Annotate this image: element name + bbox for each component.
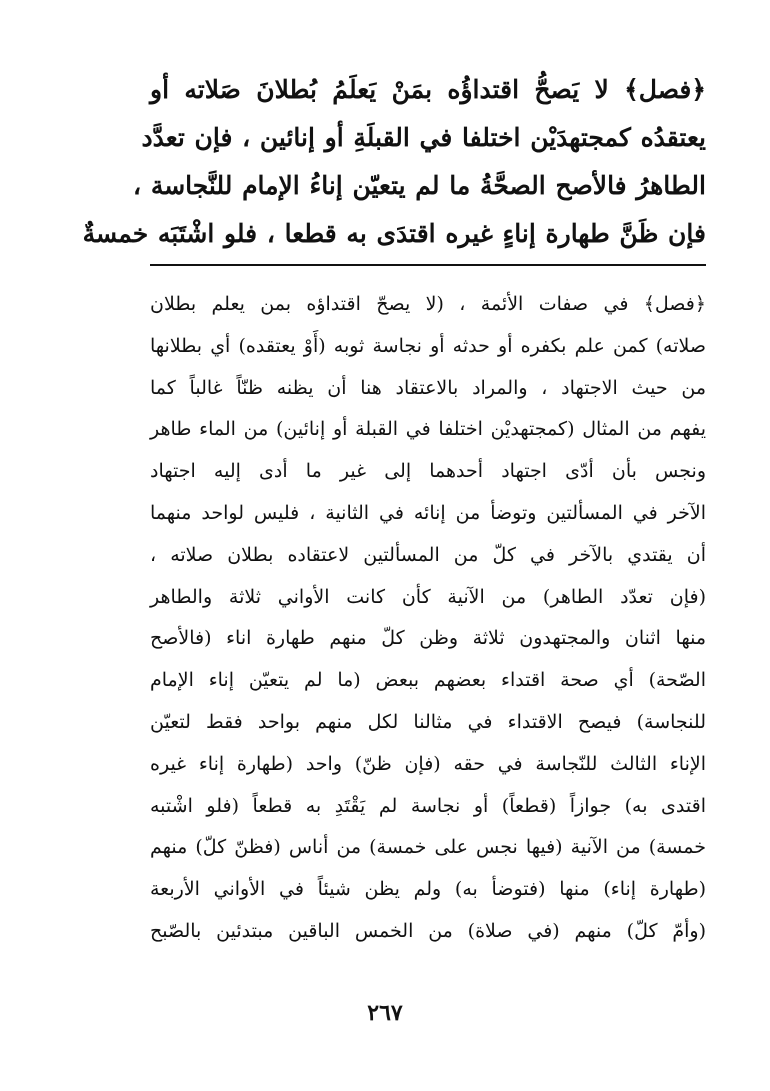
commentary-line: اقتدى به) جوازاً (قطعاً) أو نجاسة لم يَقْتَدِ به قطعاً (فلو اشْتبه	[150, 794, 706, 817]
commentary-line: صلاته) كمن علم بكفره أو حدثه أو نجاسة ثوبه (أَوْ يعتقده) أي بطلانها	[150, 334, 706, 357]
commentary-line: (طهارة إناء) منها (فتوضأ به) ولم يظن شيئاً في الأواني الأربعة	[150, 878, 706, 901]
commentary-line: منها اثنان والمجتهدون ثلاثة وظن كلّ منهم طهارة اناء (فالأصح	[150, 627, 707, 650]
commentary-line: الإناء الثالث للنّجاسة في حقه (فإن ظنّ) واحد (طهارة إناء غيره	[150, 752, 706, 775]
commentary-line: (فإن تعدّد الطاهر) من الآنية كأن كانت الأواني ثلاثة والطاهر	[150, 585, 706, 608]
commentary-line: ﴿فصل﴾ في صفات الأئمة ، (لا يصحّ اقتداؤه بمن يعلم بطلان	[150, 293, 706, 315]
main-text-line: ﴿فصل﴾ لا يَصحُّ اقتداؤُه بمَنْ يَعلَمُ بُطلانَ صَلاته أو	[150, 75, 706, 104]
main-text-line: الطاهرُ فالأصح الصحَّةُ ما لم يتعيّن إناءُ الإمام للنَّجاسة ،	[133, 171, 706, 200]
commentary-line: من حيث الاجتهاد ، والمراد بالاعتقاد هنا أن يظنه ظنّاً غالباً كما	[150, 376, 706, 399]
page-number: ٢٦٧	[367, 1000, 403, 1026]
commentary-block	[150, 284, 706, 953]
commentary-line: للنجاسة) فيصح الاقتداء في مثالنا لكل منهم بواحد فقط لتعيّن	[150, 710, 706, 733]
commentary-line: أن يقتدي بالآخر في كلّ من المسألتين لاعتقاده بطلان صلاته ،	[150, 543, 706, 566]
commentary-line: الصّحة) أي صحة اقتداء بعضهم ببعض (ما لم يتعيّن إناء الإمام	[150, 669, 706, 692]
commentary-line: (وأمّ كلّ) منهم (في صلاة) من الخمس الباقين مبتدئين بالصّبح	[150, 919, 706, 942]
commentary-line: الآخر في المسألتين وتوضأ من إنائه في الثانية ، فليس لواحد منهما	[150, 501, 706, 524]
main-text-line: فإن ظَنَّ طهارة إناءٍ غيره اقتدَى به قطعا ، فلو اشْتَبَه خمسةٌ	[82, 219, 706, 248]
commentary-line: يفهم من المثال (كمجتهديْن اختلفا في القبلة أو إنائين) من الماء طاهر	[150, 418, 706, 441]
commentary-line: ونجس بأن أدّى اجتهاد أحدهما إلى غير ما أدى إليه اجتهاد	[150, 460, 706, 483]
main-text-block	[82, 66, 706, 258]
commentary-line: خمسة) من الآنية (فيها نجس على خمسة) من أناس (فظنّ كلّ) منهم	[150, 836, 706, 859]
main-text-line: يعتقدُه كمجتهدَيْن اختلفا في القبلَةِ أو إنائين ، فإن تعدَّد	[141, 123, 706, 152]
separator-rule	[150, 264, 706, 266]
